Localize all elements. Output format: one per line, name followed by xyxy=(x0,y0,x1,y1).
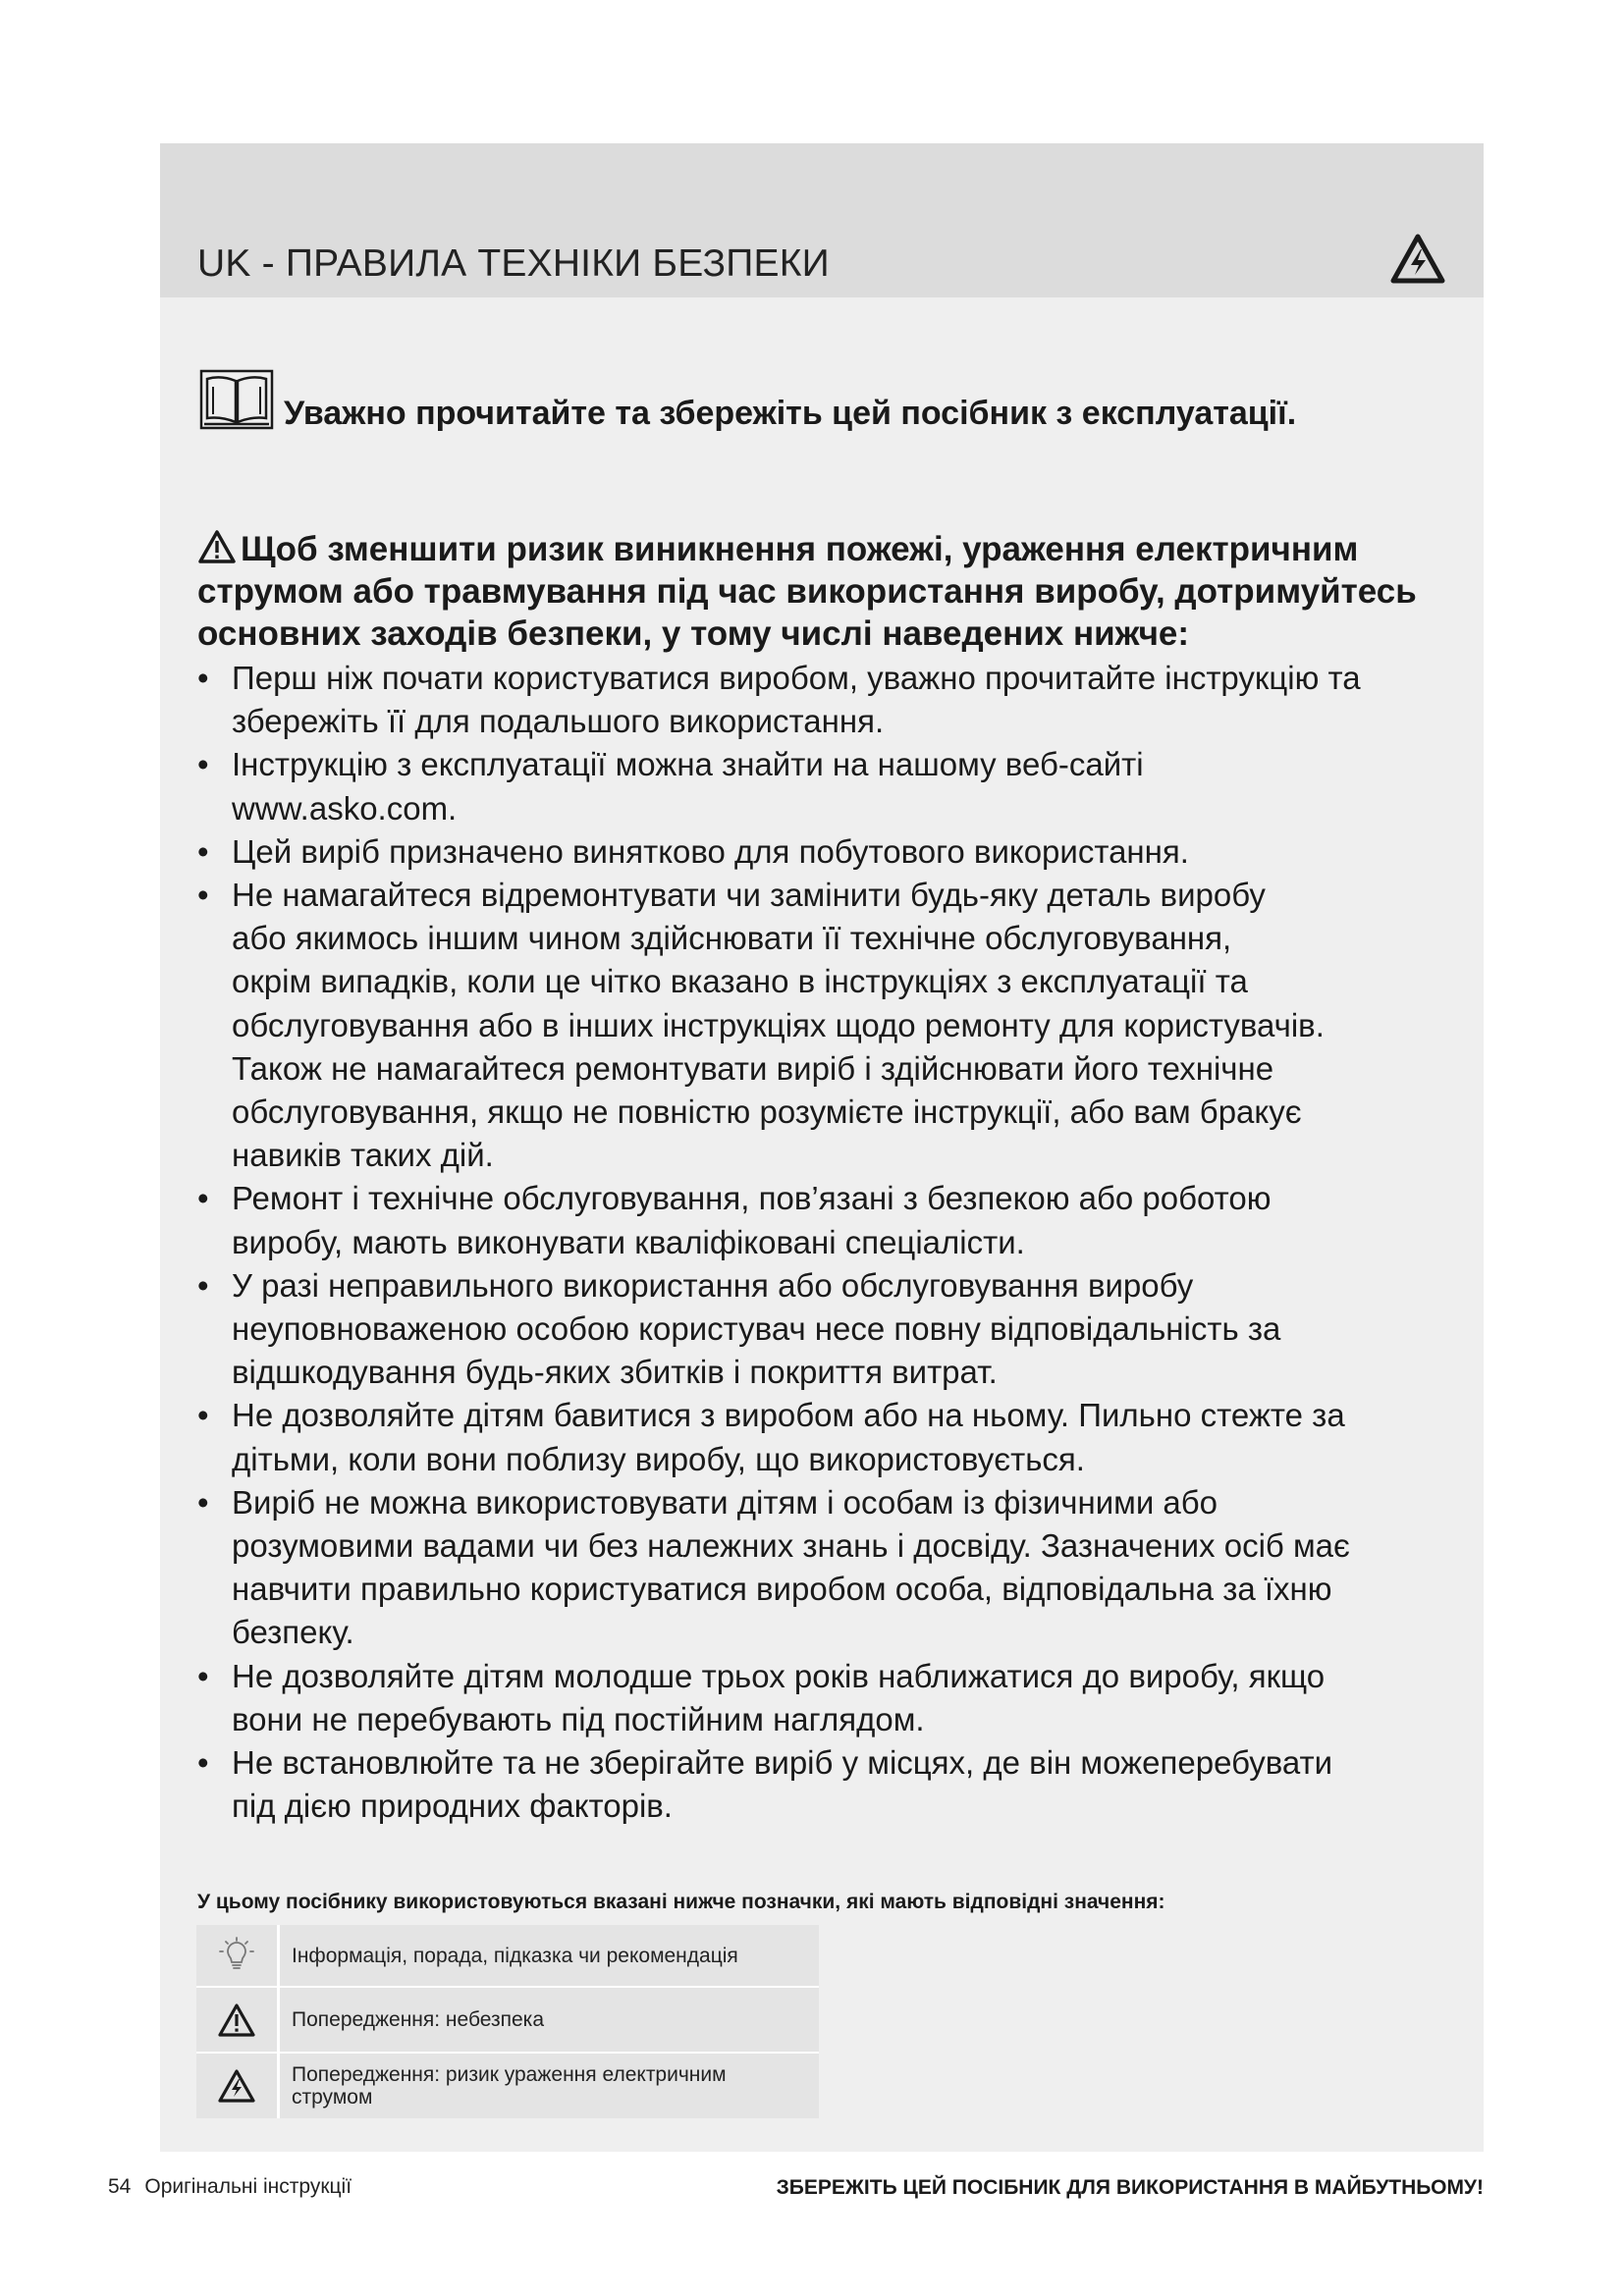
warning-icon xyxy=(217,2002,256,2038)
legend-text-electric-1: Попередження: ризик ураження електричним xyxy=(292,2063,727,2086)
manual-book-icon xyxy=(199,369,274,430)
legend-row-info xyxy=(196,1925,819,1986)
section-title: UK - ПРАВИЛА ТЕХНІКИ БЕЗПЕКИ xyxy=(197,242,830,285)
page-number: 54 xyxy=(108,2175,132,2198)
safety-bullet-item xyxy=(197,874,1464,1177)
lightbulb-tip-icon xyxy=(218,1937,255,1974)
bullet-line: розумовими вадами чи без належних знань і досвіду. Зазначених осіб має xyxy=(232,1527,1350,1565)
safety-panel xyxy=(160,143,1484,2152)
warning-icon xyxy=(197,529,237,564)
bullet-line: навиків таких дій. xyxy=(232,1137,494,1174)
legend-text-warning: Попередження: небезпека xyxy=(292,2008,544,2031)
electric-hazard-warning-icon xyxy=(1390,234,1445,285)
legend-caption: У цьому посібнику використовуються вказані нижче позначки, які мають відповідні значення: xyxy=(197,1891,1165,1913)
safety-bullet-item xyxy=(197,1264,1464,1395)
bullet-line: вони не перебувають під постійним наглядом. xyxy=(232,1700,925,1737)
bullet-line: Не встановлюйте та не зберігайте виріб у місцях, де він можеперебувати xyxy=(232,1744,1333,1782)
bullet-line: Виріб не можна використовувати дітям і особам із фізичними або xyxy=(232,1483,1218,1521)
safety-bullet-list xyxy=(197,657,1464,1828)
bullet-line: обслуговування, якщо не повністю розумієте інструкції, або вам бракує xyxy=(232,1094,1302,1131)
bullet-line: окрім випадків, коли це чітко вказано в інструкціях з експлуатації та xyxy=(232,963,1248,1000)
legend-text-info: Інформація, порада, підказка чи рекомендація xyxy=(292,1944,738,1967)
bullet-dot: • xyxy=(197,660,209,696)
legend-text-electric-2: струмом xyxy=(292,2086,373,2109)
legend-row-electric xyxy=(196,2052,819,2118)
bullet-dot: • xyxy=(197,877,209,914)
bullet-line: Ремонт і технічне обслуговування, пов’язані з безпекою або роботою xyxy=(232,1180,1272,1217)
intro-line-1: Щоб зменшити ризик виникнення пожежі, ураження електричним xyxy=(197,528,1454,570)
bullet-line: дітьми, коли вони поблизу виробу, що використовується. xyxy=(232,1440,1085,1477)
bullet-line: Перш ніж почати користуватися виробом, уважно прочитайте інструкцію та xyxy=(232,660,1361,696)
bullet-line: під дією природних факторів. xyxy=(232,1788,673,1825)
bullet-dot: • xyxy=(197,746,209,783)
safety-bullet-item xyxy=(197,830,1464,874)
bullet-line: Також не намагайтеся ремонтувати виріб і здійснювати його технічне xyxy=(232,1049,1274,1087)
bullet-line: У разі неправильного використання або обслуговування виробу xyxy=(232,1266,1194,1304)
bullet-dot: • xyxy=(197,832,209,870)
bullet-line: Не дозволяйте дітям бавитися з виробом або на ньому. Пильно стежте за xyxy=(232,1397,1345,1434)
bullet-line: відшкодування будь-яких збитків і покриття витрат. xyxy=(232,1354,998,1391)
symbol-legend-table xyxy=(196,1925,819,2118)
bullet-dot: • xyxy=(197,1397,209,1434)
safety-bullet-item xyxy=(197,743,1464,829)
legend-row-warning xyxy=(196,1986,819,2052)
footer-save-notice: ЗБЕРЕЖІТЬ ЦЕЙ ПОСІБНИК ДЛЯ ВИКОРИСТАННЯ В МАЙБУТНЬОМУ! xyxy=(776,2176,1484,2199)
electric-hazard-warning-icon xyxy=(217,2068,256,2104)
bullet-line: неуповноваженою особою користувач несе повну відповідальність за xyxy=(232,1310,1281,1348)
bullet-dot: • xyxy=(197,1180,209,1217)
bullet-line: навчити правильно користуватися виробом особа, відповідальна за їхню xyxy=(232,1571,1332,1608)
read-and-save-notice: Уважно прочитайте та збережіть цей посібник з експлуатації. xyxy=(284,395,1297,432)
safety-bullet-item xyxy=(197,1177,1464,1263)
safety-bullet-item xyxy=(197,1394,1464,1480)
bullet-dot: • xyxy=(197,1483,209,1521)
safety-bullet-item xyxy=(197,1481,1464,1655)
safety-bullet-item xyxy=(197,1655,1464,1741)
bullet-dot: • xyxy=(197,1657,209,1694)
bullet-line: безпеку. xyxy=(232,1614,354,1651)
safety-intro xyxy=(197,528,1454,655)
footer-left xyxy=(108,2175,352,2199)
safety-bullet-item xyxy=(197,657,1464,743)
bullet-line: збережіть її для подальшого використання. xyxy=(232,703,885,740)
bullet-line: Не дозволяйте дітям молодше трьох років наближатися до виробу, якщо xyxy=(232,1657,1326,1694)
bullet-line: Інструкцію з експлуатації можна знайти на нашому веб-сайті xyxy=(232,746,1144,783)
bullet-dot: • xyxy=(197,1266,209,1304)
bullet-dot: • xyxy=(197,1744,209,1782)
bullet-line: www.asko.com. xyxy=(232,789,458,827)
intro-line-3: основних заходів безпеки, у тому числі наведених нижче: xyxy=(197,614,1190,653)
bullet-line: Не намагайтеся відремонтувати чи замінити будь-яку деталь виробу xyxy=(232,877,1266,914)
bullet-line: Цей виріб призначено винятково для побутового використання. xyxy=(232,832,1189,870)
bullet-line: виробу, мають виконувати кваліфіковані спеціалісти. xyxy=(232,1223,1025,1260)
intro-line-2: струмом або травмування під час використання виробу, дотримуйтесь xyxy=(197,572,1417,611)
document-label: Оригінальні інструкції xyxy=(144,2175,352,2198)
bullet-line: або якимось іншим чином здійснювати її технічне обслуговування, xyxy=(232,920,1232,957)
section-header xyxy=(160,143,1484,297)
bullet-line: обслуговування або в інших інструкціях щодо ремонту для користувачів. xyxy=(232,1006,1325,1043)
safety-bullet-item xyxy=(197,1741,1464,1828)
